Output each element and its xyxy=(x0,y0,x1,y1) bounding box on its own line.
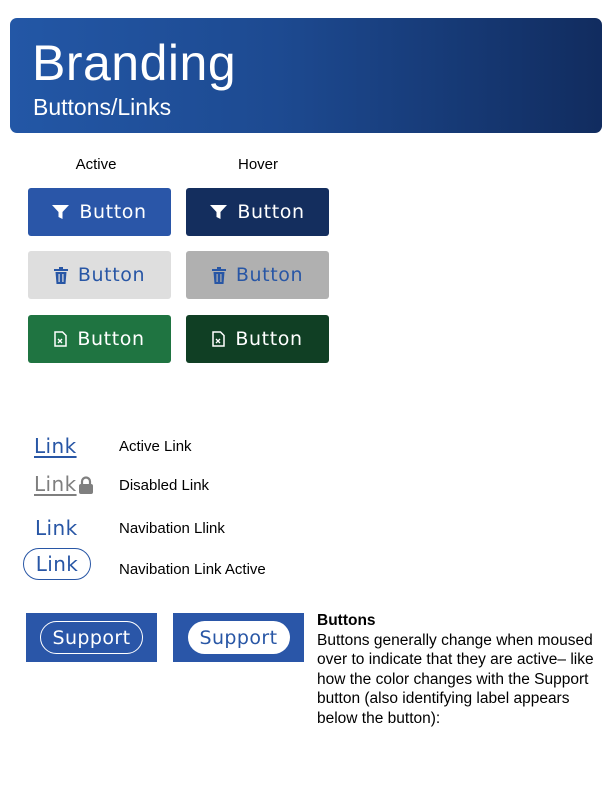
export-button-label: Button xyxy=(235,328,303,350)
disabled-link-group xyxy=(34,472,94,496)
page-subtitle: Buttons/Links xyxy=(33,94,172,120)
filter-button-label: Button xyxy=(79,201,147,223)
export-button-hover[interactable] xyxy=(186,315,329,363)
disabled-link-description: Disabled Link xyxy=(119,477,210,494)
delete-button-label: Button xyxy=(77,264,146,286)
delete-button-active[interactable] xyxy=(28,251,171,299)
export-button-label: Button xyxy=(77,328,145,350)
hover-column-label: Hover xyxy=(237,156,278,173)
filter-button-label: Button xyxy=(237,201,305,223)
trash-icon xyxy=(54,267,68,284)
support-button-default-container xyxy=(26,613,157,662)
disabled-link-sample: Link xyxy=(34,472,77,496)
note-title: Buttons xyxy=(317,612,376,629)
trash-icon xyxy=(212,267,226,284)
buttons-note xyxy=(317,611,602,728)
support-button-hover[interactable]: Support xyxy=(188,621,290,654)
note-body: Buttons generally change when moused over to indicate that they are active– like how the color changes with the Support button (also identifying label appears below the button): xyxy=(317,631,594,727)
active-link-description: Active Link xyxy=(119,438,192,455)
filter-icon xyxy=(52,205,69,220)
filter-button-active[interactable] xyxy=(28,188,171,236)
lock-icon xyxy=(78,476,94,494)
navigation-link-active-sample[interactable] xyxy=(23,548,91,580)
navigation-link-active-description: Navibation Link Active xyxy=(119,561,266,578)
active-link-sample[interactable]: Link xyxy=(34,434,77,458)
page-title: Branding xyxy=(32,35,237,91)
navigation-link-description: Navibation Llink xyxy=(119,520,225,537)
filter-button-hover[interactable] xyxy=(186,188,329,236)
navigation-link-sample[interactable]: Link xyxy=(35,516,78,540)
file-icon xyxy=(212,331,225,347)
file-icon xyxy=(54,331,67,347)
branding-header xyxy=(10,18,602,133)
navigation-link-active-label: Link xyxy=(35,552,79,576)
active-column-label: Active xyxy=(75,156,117,173)
export-button-active[interactable] xyxy=(28,315,171,363)
delete-button-hover[interactable] xyxy=(186,251,329,299)
support-button-default[interactable]: Support xyxy=(40,621,143,654)
filter-icon xyxy=(210,205,227,220)
support-button-hover-container xyxy=(173,613,304,662)
delete-button-label: Button xyxy=(235,264,304,286)
